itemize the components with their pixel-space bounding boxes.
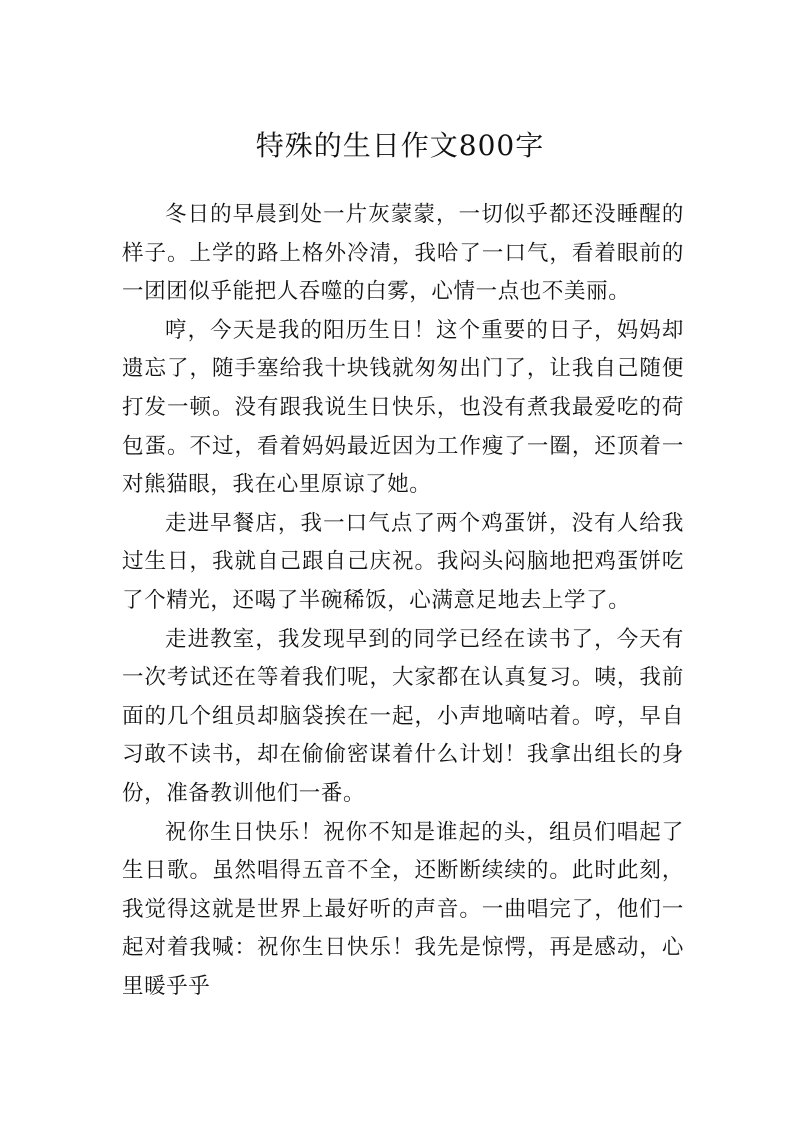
paragraph-1: 冬日的早晨到处一片灰蒙蒙，一切似乎都还没睡醒的样子。上学的路上格外冷清，我哈了一口气，看着眼前的一团团似乎能把人吞噬的白雾，心情一点也不美丽。 <box>122 202 684 305</box>
page-title: 特殊的生日作文800字 <box>255 129 545 162</box>
paragraph-3: 走进早餐店，我一口气点了两个鸡蛋饼，没有人给我过生日，我就自己跟自己庆祝。我闷头闷脑地把鸡蛋饼吃了个精光，还喝了半碗稀饭，心满意足地去上学了。 <box>122 510 684 613</box>
paragraph-5: 祝你生日快乐！祝你不知是谁起的头，组员们唱起了生日歌。虽然唱得五音不全，还断断续续的。此时此刻，我觉得这就是世界上最好听的声音。一曲唱完了，他们一起对着我喊：祝你生日快乐！我先是惊愕，再是感动，心里暖乎乎 <box>122 819 684 999</box>
paragraph-4: 走进教室，我发现早到的同学已经在读书了，今天有一次考试还在等着我们呢，大家都在认真复习。咦，我前面的几个组员却脑袋挨在一起，小声地嘀咕着。哼，早自习敢不读书，却在偷偷密谋着什么计划！我拿出组长的身份，准备教训他们一番。 <box>122 626 684 806</box>
paragraph-2: 哼，今天是我的阳历生日！这个重要的日子，妈妈却遗忘了，随手塞给我十块钱就匆匆出门了，让我自己随便打发一顿。没有跟我说生日快乐，也没有煮我最爱吃的荷包蛋。不过，看着妈妈最近因为工作瘦了一圈，还顶着一对熊猫眼，我在心里原谅了她。 <box>122 317 684 498</box>
essay-body <box>122 196 684 1006</box>
